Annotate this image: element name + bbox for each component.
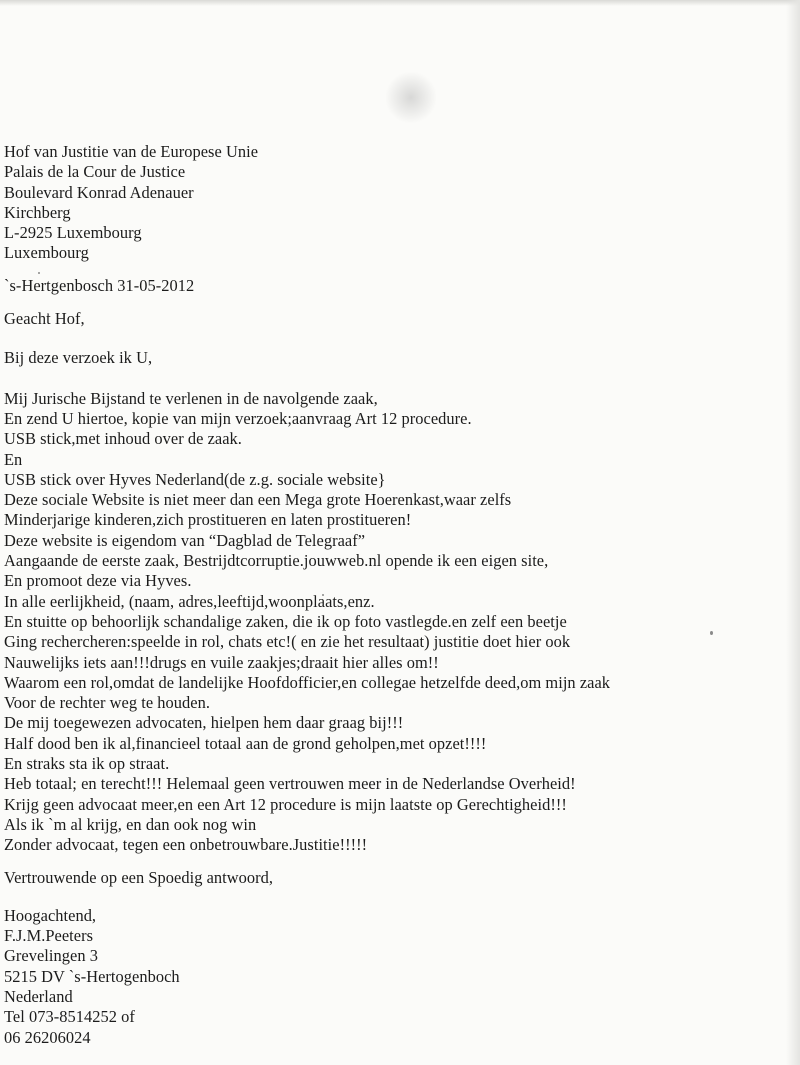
- body-line: Nauwelijks iets aan!!!drugs en vuile zaakjes;draait hier alles om!!: [4, 652, 439, 672]
- letter-page: [4, 142, 784, 1048]
- body-line: In alle eerlijkheid, (naam, adres,leeftijd,woonplaats,enz.: [4, 591, 375, 611]
- body-line: Deze sociale Website is niet meer dan een Mega grote Hoerenkast,waar zelfs: [4, 490, 512, 510]
- body-line: Deze website is eigendom van “Dagblad de Telegraaf”: [4, 530, 366, 550]
- body-line: En zend U hiertoe, kopie van mijn verzoek;aanvraag Art 12 procedure.: [4, 408, 472, 428]
- intro-line: Bij deze verzoek ik U,: [4, 348, 153, 368]
- body-line: En stuitte op behoorlijk schandalige zaken, die ik op foto vastlegde.en zelf een beetje: [4, 611, 567, 631]
- address-line: Boulevard Konrad Adenauer: [4, 182, 194, 202]
- signature-line: Hoogachtend,: [4, 905, 97, 925]
- salutation: Geacht Hof,: [4, 309, 85, 329]
- body-line: En straks sta ik op straat.: [4, 754, 170, 774]
- address-line: Luxembourg: [4, 243, 89, 263]
- closing-line: Vertrouwende op een Spoedig antwoord,: [4, 867, 274, 887]
- body-line: Krijg geen advocaat meer,en een Art 12 procedure is mijn laatste op Gerechtigheid!!!: [4, 794, 567, 814]
- body-line: Voor de rechter weg te houden.: [4, 693, 211, 713]
- date-line: `s-Hertgenbosch 31-05-2012: [4, 275, 195, 295]
- signature-line: 5215 DV `s-Hertogenboch: [4, 966, 180, 986]
- body-line: Waarom een rol,omdat de landelijke Hoofdofficier,en collegae hetzelfde deed,om mijn zaak: [4, 672, 611, 692]
- scan-edge-right: [786, 0, 800, 1065]
- body-line: USB stick,met inhoud over de zaak.: [4, 429, 242, 449]
- signature-line: 06 26206024: [4, 1027, 91, 1047]
- body-line: Als ik `m al krijg, en dan ook nog win: [4, 814, 257, 834]
- signature-line: Nederland: [4, 986, 73, 1006]
- letter-body: [4, 389, 784, 856]
- body-line: En promoot deze via Hyves.: [4, 571, 192, 591]
- signature-line: F.J.M.Peeters: [4, 926, 94, 946]
- scan-smudge: [386, 70, 436, 125]
- body-line: Heb totaal; en terecht!!! Helemaal geen vertrouwen meer in de Nederlandse Overheid!: [4, 774, 576, 794]
- scan-edge-top: [0, 0, 800, 6]
- body-line: Aangaande de eerste zaak, Bestrijdtcorruptie.jouwweb.nl opende ik een eigen site,: [4, 551, 549, 571]
- body-line: Mij Jurische Bijstand te verlenen in de navolgende zaak,: [4, 388, 378, 408]
- address-line: L-2925 Luxembourg: [4, 223, 142, 243]
- signature-block: [4, 906, 784, 1048]
- body-line: Ging rechercheren:speelde in rol, chats etc!( en zie het resultaat) justitie doet hier ook: [4, 632, 571, 652]
- recipient-address: [4, 142, 784, 264]
- signature-line: Tel 073-8514252 of: [4, 1007, 135, 1027]
- address-line: Palais de la Cour de Justice: [4, 162, 186, 182]
- address-line: Kirchberg: [4, 202, 71, 222]
- body-line: De mij toegewezen advocaten, hielpen hem daar graag bij!!!: [4, 713, 404, 733]
- signature-line: Grevelingen 3: [4, 946, 98, 966]
- body-line: Zonder advocaat, tegen een onbetrouwbare.Justitie!!!!!: [4, 835, 368, 855]
- address-line: Hof van Justitie van de Europese Unie: [4, 142, 259, 161]
- body-line: Half dood ben ik al,financieel totaal aan de grond geholpen,met opzet!!!!: [4, 733, 487, 753]
- body-line: Minderjarige kinderen,zich prostitueren en laten prostitueren!: [4, 510, 412, 530]
- body-line: En: [4, 449, 23, 469]
- body-line: USB stick over Hyves Nederland(de z.g. sociale website}: [4, 469, 386, 489]
